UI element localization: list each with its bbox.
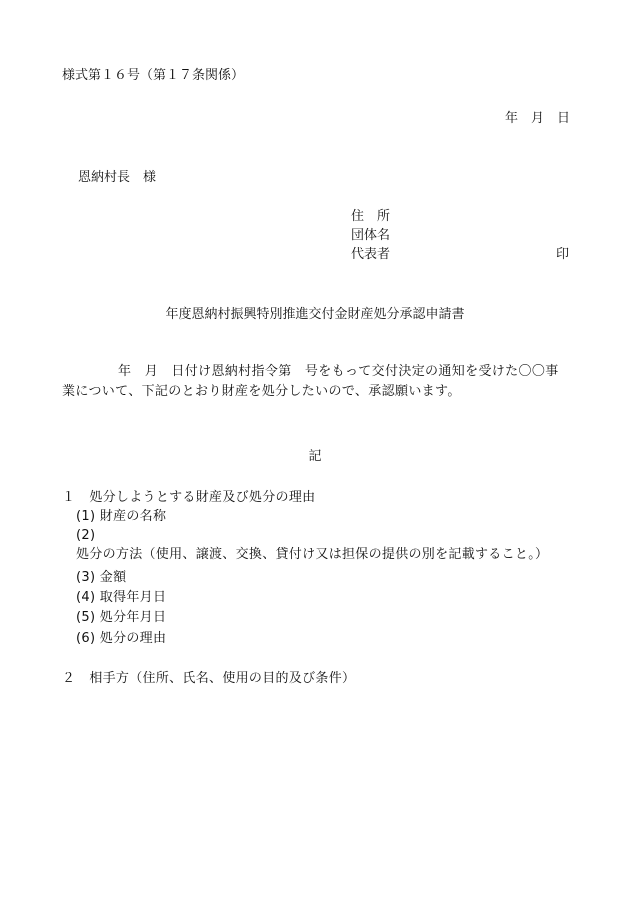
addressee: 恩納村長 様: [78, 170, 157, 185]
subitem-5-text: 処分年月日: [99, 610, 167, 625]
subitem-4-text: 取得年月日: [99, 590, 167, 605]
sender-rep-label: 代表者: [351, 247, 391, 262]
subitem-3: [76, 566, 126, 585]
item-2-number: ２: [62, 671, 76, 686]
subitem-2-text: 処分の方法（使用、譲渡、交換、貸付け又は担保の提供の別を記載すること。）: [76, 547, 549, 562]
item-1: [62, 486, 315, 505]
subitem-1-number: (1): [76, 509, 96, 524]
sender-address-label: 住 所: [351, 209, 391, 224]
subitem-5: [76, 606, 166, 625]
subitem-1-text: 財産の名称: [99, 509, 167, 524]
subitem-6-number: (6): [76, 631, 96, 646]
item-2-text: 相手方（住所、氏名、使用の目的及び条件）: [89, 671, 356, 686]
subitem-1: [76, 505, 166, 524]
ki-heading: 記: [308, 449, 322, 464]
subitem-6: [76, 627, 166, 646]
subitem-4-number: (4): [76, 590, 96, 605]
sender-org-label: 団体名: [351, 228, 391, 243]
subitem-2: [76, 526, 570, 564]
document-title: 年度恩納村振興特別推進交付金財産処分承認申請書: [165, 307, 465, 322]
item-1-number: １: [62, 490, 76, 505]
date-line: 年 月 日: [504, 111, 570, 126]
item-1-text: 処分しようとする財産及び処分の理由: [89, 490, 316, 505]
subitem-4: [76, 586, 166, 605]
form-number: 様式第１６号（第１７条関係）: [62, 68, 245, 83]
subitem-3-text: 金額: [99, 570, 127, 585]
subitem-3-number: (3): [76, 570, 96, 585]
body-paragraph: 年 月 日付け恩納村指令第 号をもって交付決定の通知を受けた〇〇事業について、下記のとおり財産を処分したいので、承認願います。: [62, 364, 559, 399]
subitem-2-number: (2): [76, 528, 96, 543]
seal-mark: 印: [556, 247, 570, 262]
subitem-5-number: (5): [76, 610, 96, 625]
subitem-6-text: 処分の理由: [99, 631, 167, 646]
item-2: [62, 667, 355, 686]
